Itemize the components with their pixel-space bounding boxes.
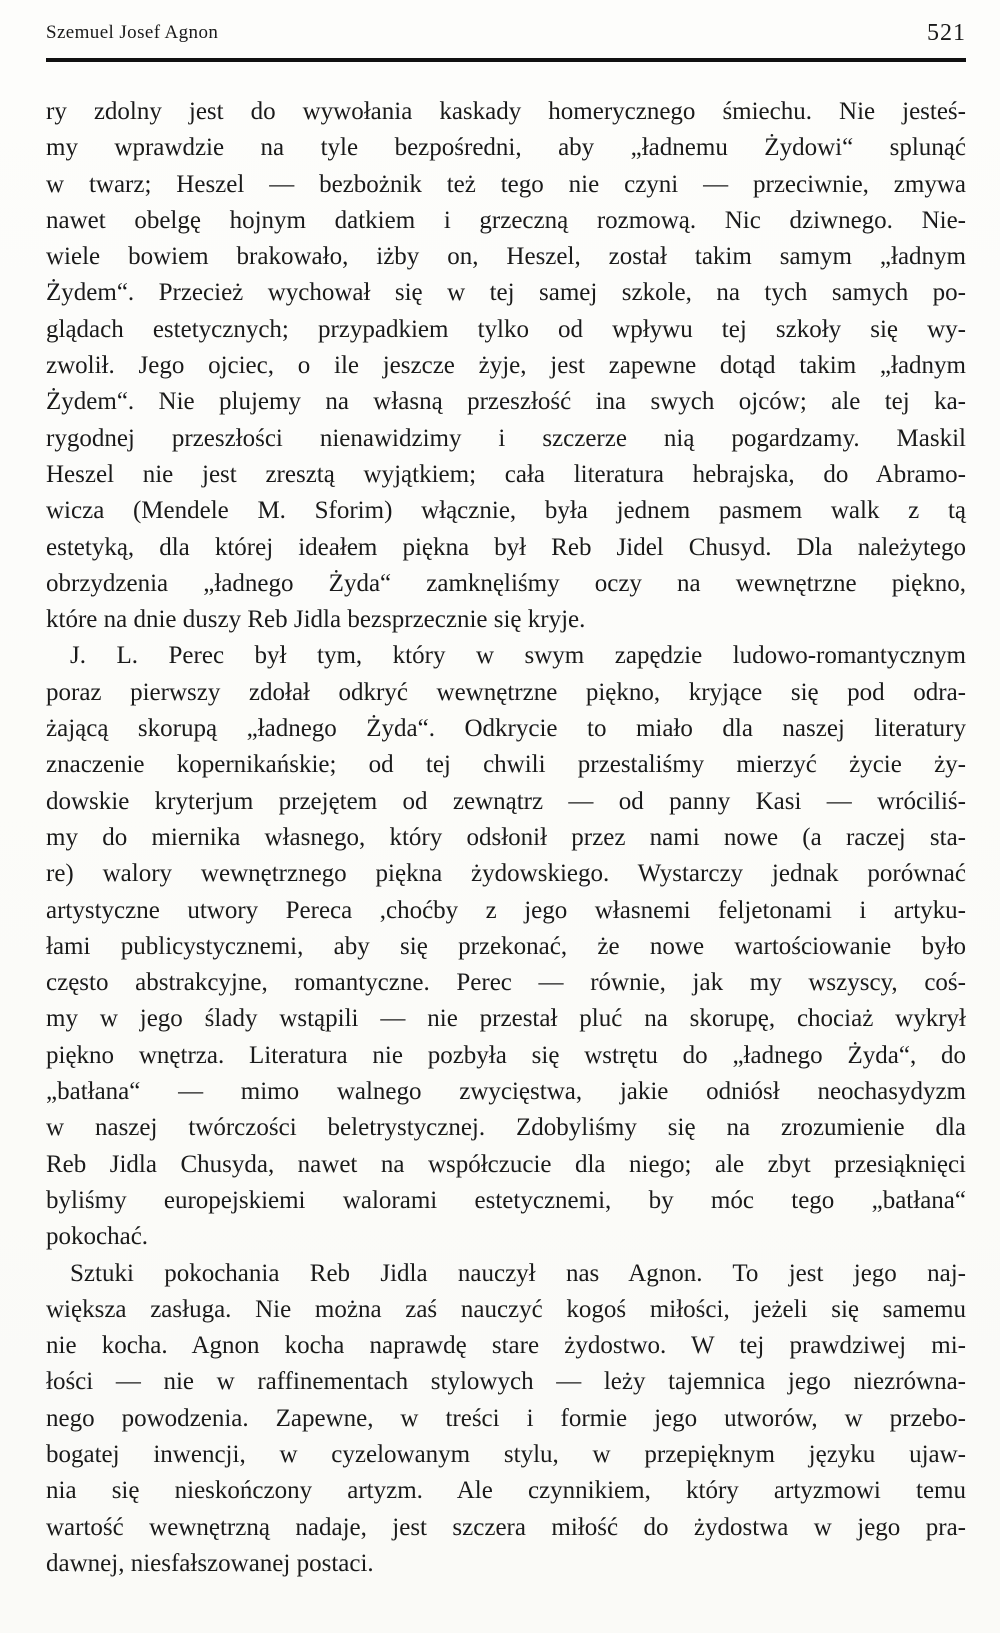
text-line: dowskie kryterjum przejętem od zewnątrz — od panny Kasi — wróciliś- xyxy=(46,787,966,815)
text-line: nego powodzenia. Zapewne, w treści i formie jego utworów, w przebo- xyxy=(46,1404,966,1432)
text-line: piękno wnętrza. Literatura nie pozbyła się wstrętu do „ładnego Żyda“, do xyxy=(46,1041,966,1069)
text-line: Sztuki pokochania Reb Jidla nauczył nas Agnon. To jest jego naj- xyxy=(70,1259,966,1287)
text-line: łości — nie w raffinementach stylowych — leży tajemnica jego niezrówna- xyxy=(46,1368,966,1396)
text-line: my wprawdzie na tyle bezpośredni, aby „ładnemu Żydowi“ splunąć xyxy=(46,134,966,162)
text-line: znaczenie kopernikańskie; od tej chwili przestaliśmy mierzyć życie ży- xyxy=(46,751,966,779)
text-line: nawet obelgę hojnym datkiem i grzeczną rozmową. Nic dziwnego. Nie- xyxy=(46,206,966,234)
paragraph-3 xyxy=(46,1256,966,1583)
text-line: nia się nieskończony artyzm. Ale czynnikiem, który artyzmowi temu xyxy=(46,1477,966,1505)
running-head-author: Szemuel Josef Agnon xyxy=(46,22,219,43)
text-line: Heszel nie jest zresztą wyjątkiem; cała literatura hebrajska, do Abramo- xyxy=(46,460,966,488)
text-line: rygodnej przeszłości nienawidzimy i szczerze nią pogardzamy. Maskil xyxy=(46,424,966,452)
text-line: większa zasługa. Nie można zaś nauczyć kogoś miłości, jeżeli się samemu xyxy=(46,1295,966,1323)
running-head xyxy=(46,18,966,48)
text-line: poraz pierwszy zdołał odkryć wewnętrzne piękno, kryjące się pod odra- xyxy=(46,678,966,706)
text-line: re) walory wewnętrznego piękna żydowskiego. Wystarczy jednak porównać xyxy=(46,860,966,888)
text-line: my w jego ślady wstąpili — nie przestał pluć na skorupę, chociaż wykrył xyxy=(46,1005,966,1033)
text-line: bogatej inwencji, w cyzelowanym stylu, w przepięknym języku ujaw- xyxy=(46,1440,966,1468)
text-line: Żydem“. Przecież wychował się w tej samej szkole, na tych samych po- xyxy=(46,279,966,307)
text-line: glądach estetycznych; przypadkiem tylko od wpływu tej szkoły się wy- xyxy=(46,315,966,343)
text-line: estetyką, dla której ideałem piękna był Reb Jidel Chusyd. Dla należytego xyxy=(46,533,966,561)
text-line: wartość wewnętrzną nadaje, jest szczera miłość do żydostwa w jego pra- xyxy=(46,1513,966,1541)
text-line: w naszej twórczości beletrystycznej. Zdobyliśmy się na zrozumienie dla xyxy=(46,1114,966,1142)
text-line: pokochać. xyxy=(46,1223,149,1251)
paragraph-2 xyxy=(46,638,966,1255)
body-text xyxy=(46,94,966,1582)
text-line: obrzydzenia „ładnego Żyda“ zamknęliśmy oczy na wewnętrzne piękno, xyxy=(46,569,966,597)
header-rule xyxy=(46,58,966,62)
paragraph-1 xyxy=(46,94,966,638)
text-line: „batłana“ — mimo walnego zwycięstwa, jakie odniósł neochasydyzm xyxy=(46,1078,966,1106)
text-line: żającą skorupą „ładnego Żyda“. Odkrycie to miało dla naszej literatury xyxy=(46,715,966,743)
text-line: które na dnie duszy Reb Jidla bezsprzecznie się kryje. xyxy=(46,606,586,634)
text-line: wiele bowiem brakowało, iżby on, Heszel, został takim samym „ładnym xyxy=(46,243,966,271)
page-number: 521 xyxy=(927,20,966,46)
text-line: dawnej, niesfałszowanej postaci. xyxy=(46,1549,374,1577)
text-line: łami publicystycznemi, aby się przekonać, że nowe wartościowanie było xyxy=(46,932,966,960)
text-line: w twarz; Heszel — bezbożnik też tego nie czyni — przeciwnie, zmywa xyxy=(46,170,966,198)
text-line: Reb Jidla Chusyda, nawet na współczucie dla niego; ale zbyt przesiąknięci xyxy=(46,1150,966,1178)
text-line: wicza (Mendele M. Sforim) włącznie, była jednem pasmem walk z tą xyxy=(46,497,966,525)
text-line: J. L. Perec był tym, który w swym zapędzie ludowo-romantycznym xyxy=(70,642,966,670)
text-line: artystyczne utwory Pereca ,choćby z jego własnemi feljetonami i artyku- xyxy=(46,896,966,924)
text-line: zwolił. Jego ojciec, o ile jeszcze żyje, jest zapewne dotąd takim „ładnym xyxy=(46,352,966,380)
text-line: my do miernika własnego, który odsłonił przez nami nowe (a raczej sta- xyxy=(46,823,966,851)
text-line: byliśmy europejskiemi walorami estetycznemi, by móc tego „batłana“ xyxy=(46,1186,966,1214)
text-line: ry zdolny jest do wywołania kaskady homerycznego śmiechu. Nie jesteś- xyxy=(46,98,966,125)
text-line: Żydem“. Nie plujemy na własną przeszłość ina swych ojców; ale tej ka- xyxy=(46,388,966,416)
text-line: często abstrakcyjne, romantyczne. Perec — równie, jak my wszyscy, coś- xyxy=(46,969,966,997)
text-line: nie kocha. Agnon kocha naprawdę stare żydostwo. W tej prawdziwej mi- xyxy=(46,1332,966,1360)
